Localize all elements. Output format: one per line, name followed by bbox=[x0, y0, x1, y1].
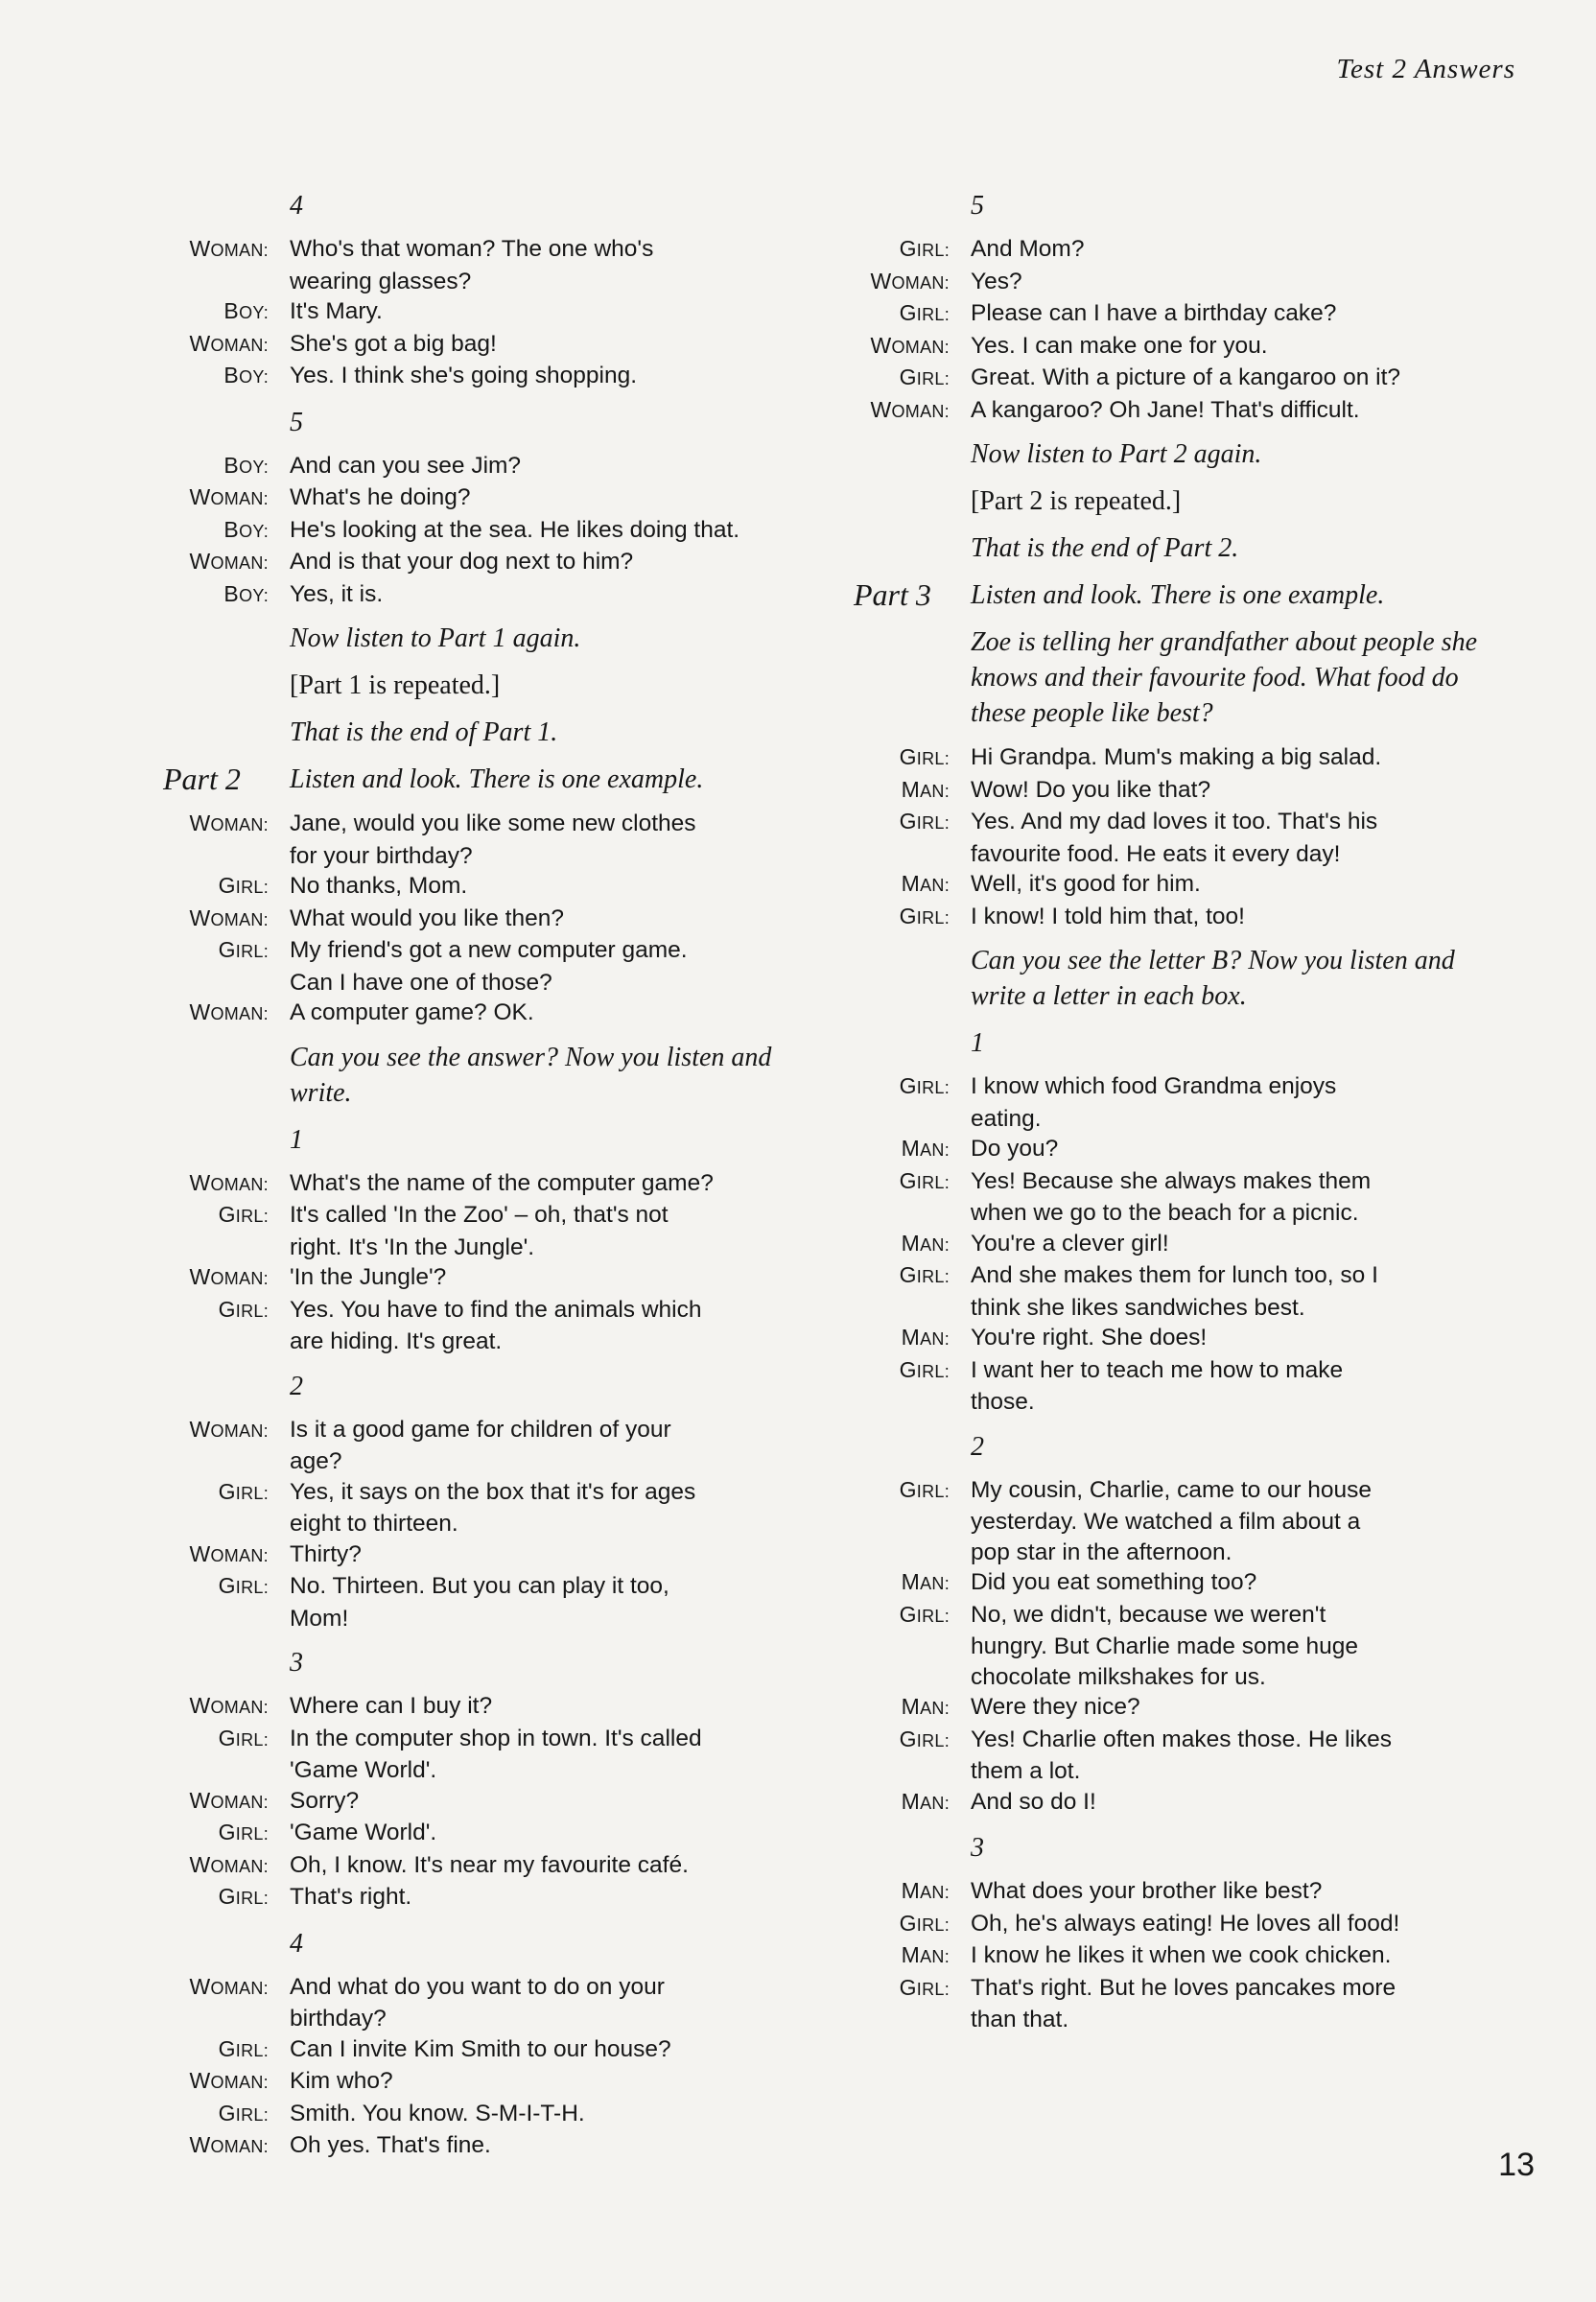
speaker-label: MAN: bbox=[901, 1788, 950, 1814]
dialogue-line bbox=[854, 1134, 1506, 1166]
dialogue-text: 'Game World'. bbox=[290, 1820, 437, 1845]
part-label bbox=[854, 943, 971, 1014]
dialogue-text: Great. With a picture of a kangaroo on it? bbox=[971, 364, 1401, 390]
indent-spacer bbox=[854, 1429, 971, 1466]
instruction-text: Can you see the letter B? Now you listen and write a letter in each box. bbox=[971, 946, 1455, 1011]
instruction-text: [Part 2 is repeated.] bbox=[971, 486, 1182, 516]
dialogue-text: favourite food. He eats it every day! bbox=[971, 840, 1341, 867]
instruction-text: [Part 1 is repeated.] bbox=[290, 670, 501, 700]
dialogue-text: What's the name of the computer game? bbox=[290, 1169, 714, 1196]
stage-direction bbox=[163, 715, 796, 750]
dialogue-text: I want her to teach me how to make bbox=[971, 1356, 1344, 1383]
speaker-label: WOMAN: bbox=[189, 810, 269, 835]
speaker-label: MAN: bbox=[901, 1878, 950, 1903]
part-label bbox=[163, 668, 290, 703]
dialogue-text: And she makes them for lunch too, so I bbox=[971, 1262, 1378, 1288]
left-column bbox=[163, 176, 796, 2163]
dialogue-text: Can I invite Kim Smith to our house? bbox=[290, 2035, 671, 2062]
speaker-label: WOMAN: bbox=[189, 1540, 269, 1566]
dialogue-line bbox=[163, 1571, 796, 1604]
dialogue-text: My cousin, Charlie, came to our house bbox=[971, 1476, 1373, 1503]
dialogue-line bbox=[163, 1446, 796, 1477]
dialogue-line bbox=[163, 1477, 796, 1510]
dialogue-line bbox=[163, 1850, 796, 1883]
dialogue-line bbox=[854, 331, 1506, 364]
speaker-label: MAN: bbox=[901, 1230, 950, 1256]
item-number: 2 bbox=[971, 1431, 984, 1462]
dialogue-text: Yes. I think she's going shopping. bbox=[290, 363, 637, 388]
stage-direction bbox=[854, 577, 1506, 613]
dialogue-text: Smith. You know. S-M-I-T-H. bbox=[290, 2100, 585, 2126]
dialogue-line bbox=[854, 1507, 1506, 1538]
dialogue-line bbox=[163, 968, 796, 998]
dialogue-line bbox=[163, 2130, 796, 2163]
part-label bbox=[854, 530, 971, 566]
dialogue-line bbox=[163, 547, 796, 579]
indent-spacer bbox=[163, 1645, 290, 1681]
item-number-row bbox=[163, 1122, 796, 1159]
item-number-row bbox=[163, 405, 796, 441]
dialogue-text: Is it a good game for children of your bbox=[290, 1416, 671, 1443]
speaker-label: GIRL: bbox=[899, 300, 950, 325]
dialogue-text: That's right. bbox=[290, 1884, 412, 1910]
speaker-label: GIRL: bbox=[899, 1073, 950, 1098]
stage-direction bbox=[854, 530, 1506, 566]
part-label bbox=[163, 715, 290, 750]
dialogue-line bbox=[854, 1567, 1506, 1600]
speaker-label: GIRL: bbox=[899, 809, 950, 834]
part-label bbox=[854, 483, 971, 519]
item-number: 2 bbox=[290, 1371, 303, 1401]
dialogue-text: chocolate milkshakes for us. bbox=[971, 1663, 1266, 1690]
dialogue-line bbox=[163, 935, 796, 968]
dialogue-line bbox=[163, 1233, 796, 1263]
speaker-label: GIRL: bbox=[218, 1725, 269, 1750]
dialogue-text: And is that your dog next to him? bbox=[290, 549, 634, 575]
speaker-label: MAN: bbox=[901, 1942, 950, 1967]
dialogue-text: Hi Grandpa. Mum's making a big salad. bbox=[971, 744, 1382, 770]
dialogue-line bbox=[163, 1972, 796, 2005]
dialogue-line bbox=[854, 1260, 1506, 1293]
dialogue-text: I know! I told him that, too! bbox=[971, 903, 1245, 929]
dialogue-text: Kim who? bbox=[290, 2068, 393, 2094]
page-number: 13 bbox=[1498, 2147, 1535, 2183]
instruction-text: Zoe is telling her grandfather about people she knows and their favourite food. What food do these people like best? bbox=[971, 627, 1478, 728]
speaker-label: GIRL: bbox=[899, 1910, 950, 1936]
dialogue-line bbox=[163, 2004, 796, 2034]
speaker-label: WOMAN: bbox=[189, 549, 269, 574]
speaker-label: WOMAN: bbox=[189, 999, 269, 1024]
dialogue-text: Can I have one of those? bbox=[290, 969, 552, 996]
dialogue-line bbox=[163, 267, 796, 297]
dialogue-text: eating. bbox=[971, 1105, 1042, 1132]
dialogue-text: those. bbox=[971, 1389, 1035, 1415]
right-column bbox=[854, 176, 1506, 2035]
indent-spacer bbox=[854, 188, 971, 224]
dialogue-line bbox=[163, 1295, 796, 1327]
part-label bbox=[854, 624, 971, 731]
dialogue-text: She's got a big bag! bbox=[290, 330, 497, 357]
speaker-label: WOMAN: bbox=[870, 268, 950, 294]
dialogue-line bbox=[854, 1323, 1506, 1355]
item-number-row bbox=[163, 188, 796, 224]
speaker-label: GIRL: bbox=[899, 236, 950, 261]
speaker-label: GIRL: bbox=[899, 1476, 950, 1502]
dialogue-text: Yes? bbox=[971, 268, 1022, 294]
dialogue-line bbox=[854, 1104, 1506, 1135]
dialogue-line bbox=[163, 1327, 796, 1357]
dialogue-line bbox=[854, 1600, 1506, 1633]
dialogue-text: My friend's got a new computer game. bbox=[290, 937, 688, 963]
dialogue-text: Where can I buy it? bbox=[290, 1693, 493, 1719]
dialogue-line bbox=[163, 904, 796, 936]
speaker-label: BOY: bbox=[223, 516, 269, 542]
item-number-row bbox=[854, 1025, 1506, 1062]
speaker-label: GIRL: bbox=[218, 1884, 269, 1909]
dialogue-text: wearing glasses? bbox=[290, 268, 472, 294]
dialogue-text: And so do I! bbox=[971, 1788, 1096, 1815]
indent-spacer bbox=[854, 1830, 971, 1867]
indent-spacer bbox=[163, 1122, 290, 1159]
dialogue-line bbox=[163, 809, 796, 841]
speaker-label: GIRL: bbox=[899, 1356, 950, 1382]
dialogue-text: Yes. You have to find the animals which bbox=[290, 1296, 702, 1323]
dialogue-text: eight to thirteen. bbox=[290, 1511, 458, 1537]
item-number: 5 bbox=[290, 407, 303, 437]
dialogue-line bbox=[854, 1071, 1506, 1104]
stage-direction bbox=[854, 943, 1506, 1014]
dialogue-line bbox=[163, 1786, 796, 1819]
dialogue-text: Sorry? bbox=[290, 1787, 360, 1814]
dialogue-line bbox=[854, 775, 1506, 808]
speaker-label: BOY: bbox=[223, 363, 269, 388]
dialogue-text: A kangaroo? Oh Jane! That's difficult. bbox=[971, 396, 1360, 423]
instruction-text: Listen and look. There is one example. bbox=[290, 764, 704, 794]
dialogue-line bbox=[163, 1539, 796, 1572]
dialogue-text: Oh, I know. It's near my favourite café. bbox=[290, 1851, 689, 1878]
speaker-label: WOMAN: bbox=[189, 1264, 269, 1289]
dialogue-text: And what do you want to do on your bbox=[290, 1973, 665, 2000]
speaker-label: WOMAN: bbox=[189, 1693, 269, 1718]
item-number-row bbox=[854, 1429, 1506, 1466]
speaker-label: MAN: bbox=[901, 1136, 950, 1161]
dialogue-line bbox=[854, 2005, 1506, 2035]
dialogue-line bbox=[163, 1509, 796, 1539]
speaker-label: WOMAN: bbox=[870, 396, 950, 422]
dialogue-line bbox=[163, 2034, 796, 2067]
item-number: 5 bbox=[971, 191, 984, 221]
speaker-label: GIRL: bbox=[218, 1296, 269, 1322]
item-number: 1 bbox=[971, 1028, 984, 1058]
speaker-label: BOY: bbox=[223, 452, 269, 478]
speaker-label: WOMAN: bbox=[189, 1169, 269, 1195]
dialogue-text: Well, it's good for him. bbox=[971, 871, 1201, 897]
speaker-label: GIRL: bbox=[899, 903, 950, 928]
item-number-row bbox=[163, 1369, 796, 1405]
item-number-row bbox=[854, 1830, 1506, 1867]
dialogue-text: Yes! Charlie often makes those. He likes bbox=[971, 1726, 1392, 1752]
speaker-label: WOMAN: bbox=[189, 330, 269, 356]
dialogue-text: Thirty? bbox=[290, 1540, 362, 1567]
dialogue-text: Yes, it says on the box that it's for ages bbox=[290, 1478, 696, 1505]
speaker-label: WOMAN: bbox=[189, 1416, 269, 1442]
dialogue-text: I know which food Grandma enjoys bbox=[971, 1073, 1337, 1099]
speaker-label: GIRL: bbox=[899, 1601, 950, 1627]
speaker-label: GIRL: bbox=[218, 1573, 269, 1598]
instruction-text: Now listen to Part 1 again. bbox=[290, 623, 581, 653]
dialogue-text: Yes. And my dad loves it too. That's his bbox=[971, 809, 1378, 834]
dialogue-text: them a lot. bbox=[971, 1758, 1081, 1784]
dialogue-line bbox=[854, 902, 1506, 934]
dialogue-text: Yes. I can make one for you. bbox=[971, 332, 1268, 359]
dialogue-line bbox=[163, 579, 796, 612]
dialogue-text: It's called 'In the Zoo' – oh, that's not bbox=[290, 1202, 669, 1228]
speaker-label: GIRL: bbox=[899, 1726, 950, 1751]
dialogue-text: Mom! bbox=[290, 1605, 349, 1632]
dialogue-text: right. It's 'In the Jungle'. bbox=[290, 1233, 535, 1260]
indent-spacer bbox=[163, 1369, 290, 1405]
dialogue-line bbox=[854, 1725, 1506, 1757]
dialogue-text: What does your brother like best? bbox=[971, 1878, 1323, 1904]
speaker-label: WOMAN: bbox=[189, 484, 269, 509]
stage-direction bbox=[163, 1040, 796, 1111]
speaker-label: BOY: bbox=[223, 298, 269, 323]
speaker-label: GIRL: bbox=[218, 937, 269, 962]
speaker-label: GIRL: bbox=[899, 1262, 950, 1287]
dialogue-text: than that. bbox=[971, 2007, 1069, 2032]
instruction-text: Now listen to Part 2 again. bbox=[971, 439, 1262, 469]
instruction-text: That is the end of Part 2. bbox=[971, 533, 1239, 563]
dialogue-line bbox=[163, 482, 796, 515]
dialogue-line bbox=[854, 1387, 1506, 1418]
dialogue-line bbox=[163, 1415, 796, 1447]
part-label: Part 3 bbox=[854, 577, 931, 612]
speaker-label: GIRL: bbox=[218, 873, 269, 898]
stage-direction bbox=[163, 762, 796, 797]
dialogue-text: Oh, he's always eating! He loves all food! bbox=[971, 1910, 1400, 1937]
dialogue-text: And can you see Jim? bbox=[290, 452, 522, 479]
indent-spacer bbox=[163, 405, 290, 441]
speaker-label: MAN: bbox=[901, 1569, 950, 1594]
indent-spacer bbox=[163, 188, 290, 224]
stage-direction bbox=[854, 436, 1506, 472]
dialogue-line bbox=[163, 2099, 796, 2131]
dialogue-text: Oh yes. That's fine. bbox=[290, 2132, 491, 2158]
dialogue-line bbox=[854, 1538, 1506, 1568]
dialogue-line bbox=[163, 1724, 796, 1756]
dialogue-text: Jane, would you like some new clothes bbox=[290, 810, 696, 836]
item-number: 4 bbox=[290, 1928, 303, 1959]
dialogue-text: birthday? bbox=[290, 2006, 387, 2032]
dialogue-line bbox=[854, 395, 1506, 428]
dialogue-line bbox=[163, 1755, 796, 1786]
dialogue-text: You're right. She does! bbox=[971, 1325, 1208, 1351]
indent-spacer bbox=[854, 1025, 971, 1062]
dialogue-line bbox=[854, 1876, 1506, 1909]
dialogue-text: yesterday. We watched a film about a bbox=[971, 1509, 1361, 1535]
dialogue-line bbox=[854, 267, 1506, 299]
dialogue-line bbox=[854, 807, 1506, 839]
speaker-label: GIRL: bbox=[218, 1202, 269, 1227]
dialogue-line bbox=[854, 1355, 1506, 1388]
dialogue-line bbox=[854, 234, 1506, 267]
running-header: Test 2 Answers bbox=[1336, 54, 1515, 84]
dialogue-text: Please can I have a birthday cake? bbox=[971, 300, 1337, 326]
dialogue-line bbox=[854, 1940, 1506, 1973]
dialogue-text: 'Game World'. bbox=[290, 1757, 437, 1783]
part-label: Part 2 bbox=[163, 762, 241, 796]
dialogue-text: age? bbox=[290, 1448, 342, 1474]
item-number: 3 bbox=[290, 1648, 303, 1678]
stage-direction bbox=[854, 624, 1506, 731]
speaker-label: MAN: bbox=[901, 1325, 950, 1350]
speaker-label: GIRL: bbox=[218, 2100, 269, 2126]
indent-spacer bbox=[163, 1926, 290, 1962]
speaker-label: WOMAN: bbox=[189, 2068, 269, 2093]
dialogue-line bbox=[163, 1262, 796, 1295]
speaker-label: GIRL: bbox=[899, 744, 950, 769]
dialogue-line bbox=[163, 515, 796, 548]
speaker-label: BOY: bbox=[223, 580, 269, 606]
dialogue-line bbox=[854, 1909, 1506, 1941]
dialogue-line bbox=[854, 1475, 1506, 1508]
dialogue-line bbox=[854, 1756, 1506, 1787]
dialogue-text: Did you eat something too? bbox=[971, 1569, 1257, 1595]
dialogue-line bbox=[163, 1691, 796, 1724]
item-number-row bbox=[163, 1645, 796, 1681]
dialogue-text: Do you? bbox=[971, 1136, 1059, 1162]
dialogue-text: That's right. But he loves pancakes more bbox=[971, 1974, 1396, 2001]
dialogue-line bbox=[163, 841, 796, 872]
dialogue-line bbox=[854, 869, 1506, 902]
speaker-label: WOMAN: bbox=[189, 236, 269, 261]
dialogue-text: You're a clever girl! bbox=[971, 1230, 1169, 1257]
dialogue-text: for your birthday? bbox=[290, 842, 473, 869]
speaker-label: WOMAN: bbox=[189, 904, 269, 930]
dialogue-line bbox=[163, 329, 796, 362]
dialogue-line bbox=[854, 1198, 1506, 1229]
part-label bbox=[163, 621, 290, 656]
dialogue-line bbox=[163, 451, 796, 483]
dialogue-text: And Mom? bbox=[971, 236, 1085, 262]
instruction-text: That is the end of Part 1. bbox=[290, 717, 558, 747]
dialogue-line bbox=[854, 1787, 1506, 1820]
speaker-label: MAN: bbox=[901, 871, 950, 896]
dialogue-line bbox=[854, 1692, 1506, 1725]
speaker-label: WOMAN: bbox=[189, 1973, 269, 1999]
item-number-row bbox=[163, 1926, 796, 1962]
speaker-label: WOMAN: bbox=[870, 332, 950, 358]
speaker-label: GIRL: bbox=[899, 1167, 950, 1193]
dialogue-text: 'In the Jungle'? bbox=[290, 1264, 447, 1290]
dialogue-text: No, we didn't, because we weren't bbox=[971, 1601, 1326, 1628]
speaker-label: WOMAN: bbox=[189, 1787, 269, 1813]
dialogue-line bbox=[854, 839, 1506, 870]
stage-direction bbox=[854, 483, 1506, 519]
dialogue-line bbox=[163, 1882, 796, 1914]
dialogue-line bbox=[854, 298, 1506, 331]
dialogue-text: are hiding. It's great. bbox=[290, 1328, 503, 1354]
speaker-label: GIRL: bbox=[899, 1974, 950, 2000]
dialogue-text: It's Mary. bbox=[290, 298, 383, 324]
dialogue-text: Wow! Do you like that? bbox=[971, 776, 1211, 803]
dialogue-line bbox=[163, 1168, 796, 1201]
dialogue-text: Yes! Because she always makes them bbox=[971, 1167, 1372, 1194]
stage-direction bbox=[163, 668, 796, 703]
speaker-label: GIRL: bbox=[218, 1478, 269, 1504]
dialogue-line bbox=[163, 998, 796, 1030]
dialogue-line bbox=[854, 1293, 1506, 1324]
speaker-label: MAN: bbox=[901, 776, 950, 802]
dialogue-line bbox=[163, 1604, 796, 1634]
dialogue-line bbox=[163, 1200, 796, 1233]
dialogue-line bbox=[854, 1973, 1506, 2006]
dialogue-text: pop star in the afternoon. bbox=[971, 1539, 1232, 1565]
dialogue-line bbox=[163, 1818, 796, 1850]
dialogue-line bbox=[163, 234, 796, 267]
dialogue-text: In the computer shop in town. It's called bbox=[290, 1725, 702, 1751]
dialogue-text: What's he doing? bbox=[290, 484, 471, 510]
dialogue-text: hungry. But Charlie made some huge bbox=[971, 1633, 1359, 1659]
item-number: 4 bbox=[290, 191, 303, 221]
stage-direction bbox=[163, 621, 796, 656]
dialogue-line bbox=[163, 361, 796, 393]
dialogue-line bbox=[163, 2066, 796, 2099]
speaker-label: WOMAN: bbox=[189, 2132, 269, 2157]
part-label bbox=[163, 1040, 290, 1111]
dialogue-line bbox=[854, 1662, 1506, 1693]
dialogue-text: A computer game? OK. bbox=[290, 999, 534, 1025]
dialogue-text: He's looking at the sea. He likes doing that. bbox=[290, 516, 740, 543]
instruction-text: Can you see the answer? Now you listen and write. bbox=[290, 1042, 772, 1108]
dialogue-text: No. Thirteen. But you can play it too, bbox=[290, 1573, 669, 1599]
speaker-label: GIRL: bbox=[218, 1820, 269, 1844]
dialogue-line bbox=[854, 742, 1506, 775]
part-label bbox=[854, 436, 971, 472]
item-number-row bbox=[854, 188, 1506, 224]
dialogue-text: No thanks, Mom. bbox=[290, 873, 468, 899]
dialogue-text: What would you like then? bbox=[290, 904, 564, 931]
dialogue-line bbox=[163, 871, 796, 904]
dialogue-line bbox=[854, 1229, 1506, 1261]
item-number: 3 bbox=[971, 1833, 984, 1863]
item-number: 1 bbox=[290, 1124, 303, 1155]
speaker-label: GIRL: bbox=[218, 2035, 269, 2061]
dialogue-text: think she likes sandwiches best. bbox=[971, 1294, 1305, 1321]
speaker-label: WOMAN: bbox=[189, 1851, 269, 1877]
dialogue-text: when we go to the beach for a picnic. bbox=[971, 1200, 1359, 1226]
dialogue-text: I know he likes it when we cook chicken. bbox=[971, 1942, 1392, 1968]
dialogue-text: Were they nice? bbox=[971, 1694, 1140, 1720]
speaker-label: GIRL: bbox=[899, 364, 950, 389]
dialogue-text: Who's that woman? The one who's bbox=[290, 236, 654, 262]
speaker-label: MAN: bbox=[901, 1694, 950, 1719]
dialogue-line bbox=[854, 1166, 1506, 1199]
dialogue-text: Yes, it is. bbox=[290, 580, 384, 607]
dialogue-line bbox=[854, 363, 1506, 395]
instruction-text: Listen and look. There is one example. bbox=[971, 580, 1385, 610]
dialogue-line bbox=[854, 1632, 1506, 1662]
dialogue-line bbox=[163, 296, 796, 329]
